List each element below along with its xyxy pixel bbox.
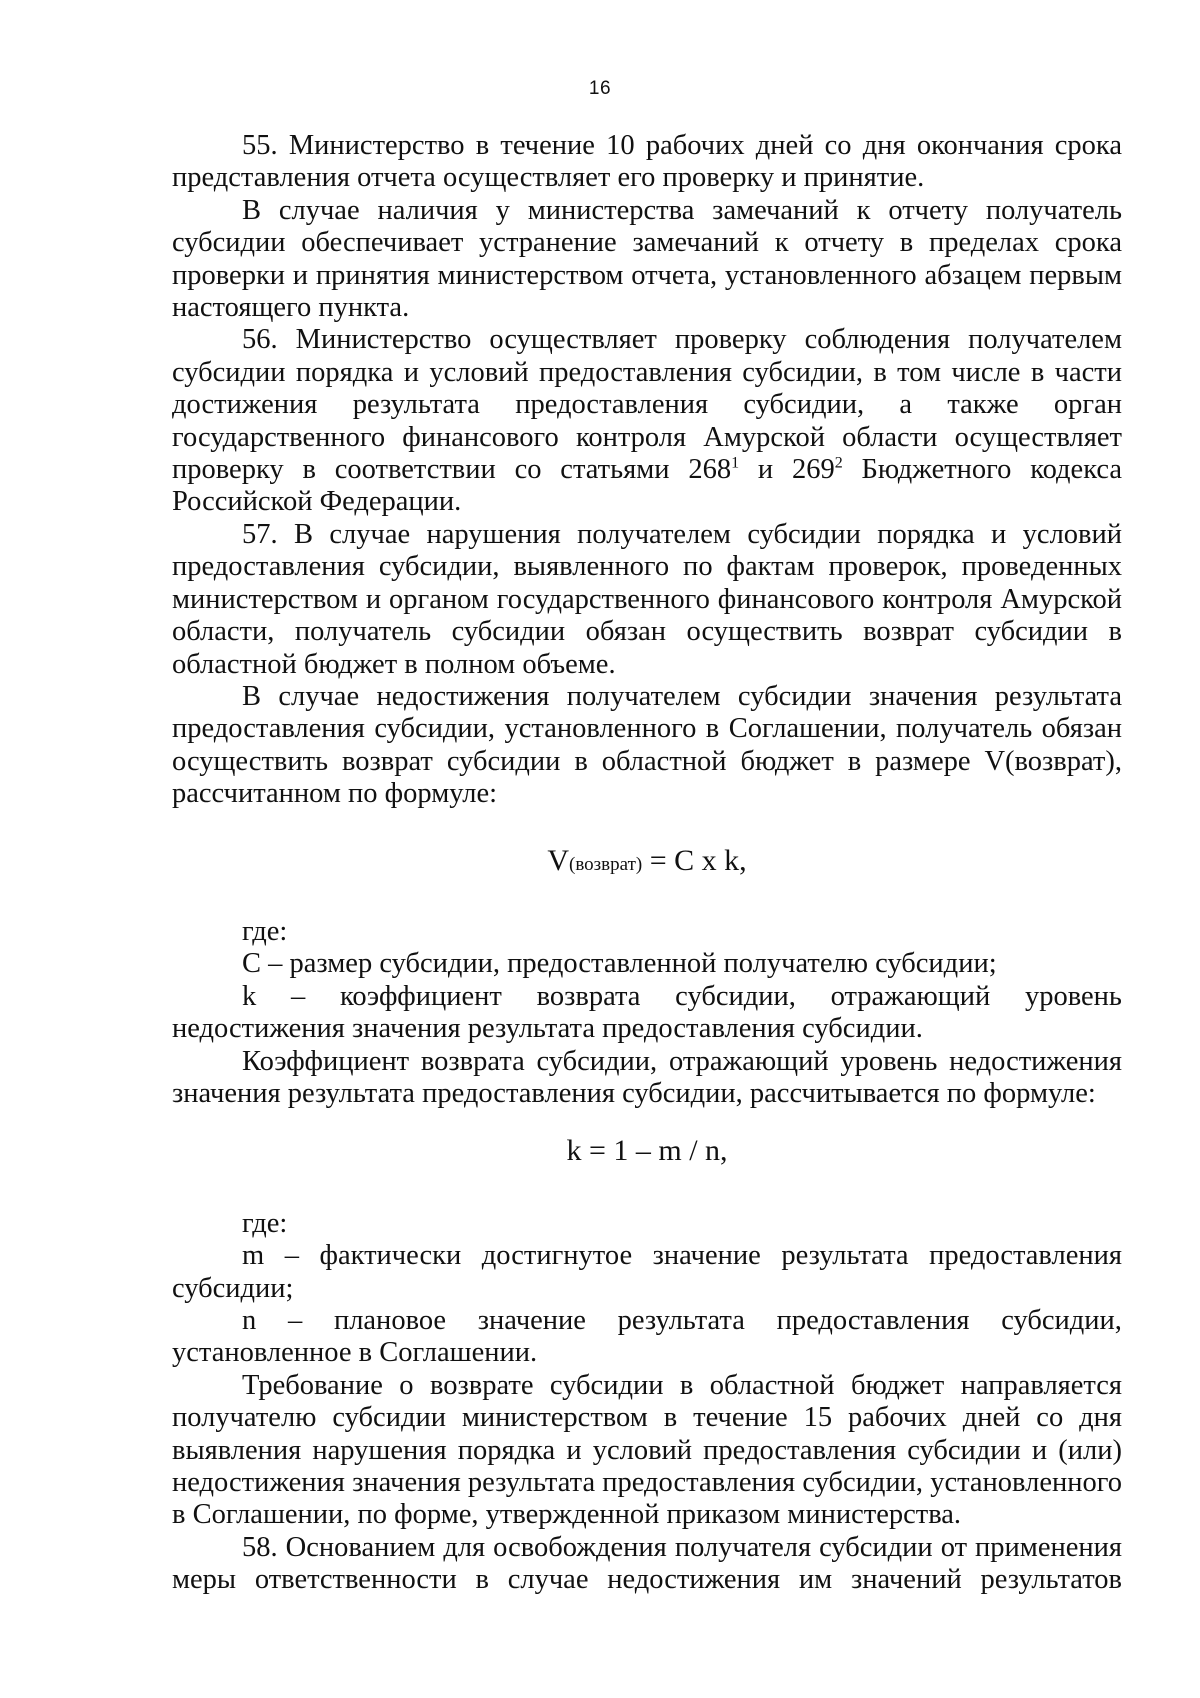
definition-c: C – размер субсидии, предоставленной получателю субсидии;: [242, 948, 997, 980]
where-label-2: где:: [242, 1207, 288, 1239]
definition-k-symbol: k: [242, 980, 257, 1012]
definition-n-word-3: результата: [617, 1305, 745, 1336]
definition-k-word-1: коэффициент: [339, 980, 502, 1012]
superscript-2: 2: [834, 454, 843, 472]
formula-coefficient: k = 1 – m / n,: [566, 1134, 728, 1168]
formula-refund-lhs: V: [547, 843, 569, 877]
definition-m-line-2: субсидии;: [172, 1272, 294, 1304]
page-number: 16: [588, 78, 612, 99]
paragraph-55-2: В случае наличия у министерства замечаний к отчету получатель субсидии обеспечивает устранение замечаний к отчету в пределах срока проверки и принятия министерством отчета, установленного абзацем первым настоящего пункта.: [172, 194, 1122, 324]
paragraph-55-1: 55. Министерство в течение 10 рабочих дней со дня окончания срока представления отчета осуществляет его проверку и принятие.: [172, 130, 1122, 194]
definition-n-continuation: установленное в Соглашении.: [172, 1337, 538, 1369]
paragraph-57-2: В случае недостижения получателем субсидии значения результата предоставления субсидии, установленного в Соглашении, получатель обязан осуществить возврат субсидии в областной бюджет в размере V(возврат), рассчитанном по формуле:: [172, 680, 1122, 810]
paragraph-refund-demand: Требование о возврате субсидии в областной бюджет направляется получателю субсидии министерством в течение 15 рабочих дней со дня выявления нарушения порядка и условий предоставления субсидии и (или) недостижения значения результата предоставления субсидии, установленного в Соглашении, по форме, утвержденной приказом министерства.: [172, 1369, 1122, 1531]
paragraph-57-1: 57. В случае нарушения получателем субсидии порядка и условий предоставления субсидии, выявленного по фактам проверок, проведенных министерством и органом государственного финансового контроля Амурской области, получатель субсидии обязан осуществить возврат субсидии в областной бюджет в полном объеме.: [172, 518, 1122, 680]
definition-k-word-2: возврата: [536, 980, 641, 1012]
definition-n-word-2: значение: [477, 1305, 586, 1336]
formula-refund-subscript: (возврат): [569, 853, 643, 875]
definition-n-word-1: плановое: [333, 1305, 447, 1336]
definition-k-word-5: уровень: [1024, 980, 1122, 1012]
coefficient-intro: Коэффициент возврата субсидии, отражающий уровень недостижения значения результата предоставления субсидии, рассчитывается по формуле:: [172, 1045, 1122, 1109]
definition-k-dash: –: [290, 980, 306, 1012]
definition-n-line: [172, 1305, 1122, 1337]
definition-n-word-5: субсидии,: [1001, 1305, 1122, 1336]
definition-k-word-4: отражающий: [830, 980, 991, 1012]
definition-m-line-1: m – фактически достигнутое значение результата предоставления: [242, 1240, 1122, 1272]
paragraph-56-part-a: 56. Министерство осуществляет проверку соблюдения получателем субсидии порядка и условий предоставления субсидии, в том числе в части достижения результата предоставления субсидии, а также орган государственного финансового контроля Амурской области осуществляет проверку в соответствии со статьями 268: [172, 324, 1122, 486]
definition-n-dash: –: [287, 1305, 303, 1336]
formula-refund-rhs: = C x k,: [642, 843, 747, 877]
paragraph-56-part-c: Бюджетного кодекса Российской Федерации.: [172, 454, 1122, 518]
definition-n-word-4: предоставления: [776, 1305, 970, 1336]
definition-k-continuation: недостижения значения результата предоставления субсидии.: [172, 1013, 923, 1045]
document-body: [172, 130, 1122, 1597]
paragraph-56: [172, 324, 1122, 518]
where-label-1: где:: [242, 915, 288, 947]
paragraph-58: 58. Основанием для освобождения получателя субсидии от применения меры ответственности в случае недостижения им значений результатов: [172, 1531, 1122, 1596]
formula-refund: [172, 811, 1122, 916]
definition-k-word-3: субсидии,: [675, 980, 796, 1012]
superscript-1: 1: [731, 454, 740, 472]
definition-k-line: [172, 981, 1122, 1013]
definition-n-symbol: n: [242, 1305, 257, 1336]
paragraph-56-part-b: и 269: [739, 454, 835, 486]
